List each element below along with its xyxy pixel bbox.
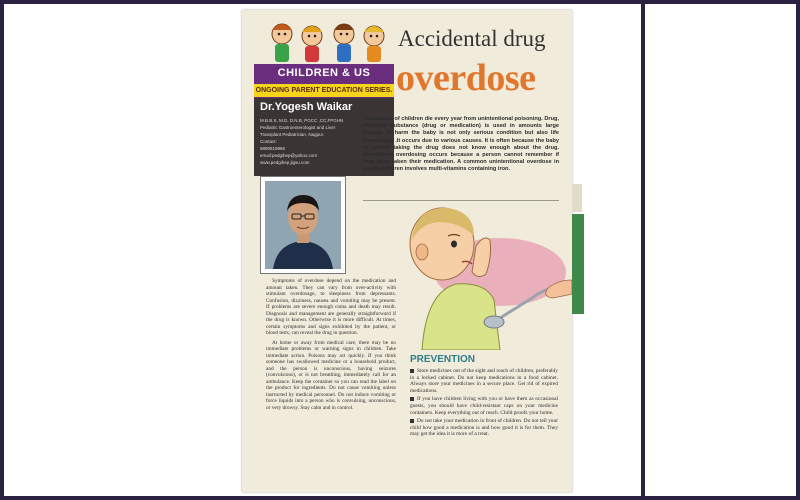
author-email: email:pedgihep@yahoo.com <box>260 153 318 158</box>
intro-paragraph: Thousands of children die every year from unintentional poisoning. Drug, chemical substance (drug or medication) is used in amounts large enough to harm the baby is not only serious condition but also life threatening .It occurs due to various causes. It is often because the baby or parent taking the drug does not know enough about the drug. Sometimes overdosing occurs because a person cannot remember if they have taken their medication. A common unintentional overdose in young children involves multi-vitamins containing iron. <box>363 116 559 173</box>
prevention-item-text: Store medicines out of the sight and reach of children, preferably in a locked cabinet. Do not keep medications in a food cabinet. Always store your medicines in a secure place. Get rid of expired medications. <box>410 368 558 394</box>
body-paragraph-2: At home or away from medical care, there may be no immediate problems or warning signs in children. Take immediate action. Poisons may act quickly. If you think someone has swallowed medicine or a household product, and the person is unconscious, having seizures (convulsions), or is not breathing, immediately call for an ambulance. Keep the container so you can read the label on the product for ingredients. Do not cause vomiting unless instructed by medical personnel. Do not induce vomiting or force liquids into a person who is convulsing, unconscious, or very drowsy. Stay calm and in control. <box>266 339 396 411</box>
author-role-2: Transplant Pediatrician, Nagpur. <box>260 132 325 137</box>
kids-logo-icon <box>266 18 392 68</box>
prevention-list <box>410 368 558 440</box>
image-frame <box>4 4 796 496</box>
person-portrait-icon <box>265 181 341 269</box>
author-credentials: M.B.B.S, M.D, D.N.B, PGCC ,CC,FPGHN <box>260 118 344 123</box>
square-bullet-icon <box>410 397 414 401</box>
series-banner <box>254 64 394 98</box>
author-photo <box>260 176 346 274</box>
series-title: CHILDREN & US <box>277 67 371 79</box>
newspaper-clipping <box>242 10 572 492</box>
author-photo-image <box>265 181 341 269</box>
prevention-item-text: If you have children living with you or have them as occasional guests, you should have child-resistant caps on your medicine containers. Keep everything out of reach. Child proofs your home. <box>410 396 558 416</box>
body-paragraph-1: Symptoms of overdose depend on the medication and amount taken. They can vary from over-activity with stimulant overdosage, to sleepiness from depressants. Confusion, dizziness, nausea and vomiting may be present. If problems are severe enough coma and death may result. Diagnosis and management are generally straightforward if the drug is known. Otherwise it is more difficult. At times, certain symptoms and signs exhibited by the patient, or blood tests, can reveal the drug in question. <box>266 278 396 336</box>
prevention-item-text: Do not take your medication in front of children. Do not tell your child how good a medication is and how good it is for them. They may get the idea it is more of a treat. <box>410 418 558 438</box>
author-phone: 9890519966 <box>260 146 286 151</box>
headline-line-2: overdose <box>396 57 536 99</box>
adjacent-green-column <box>572 214 584 314</box>
prevention-item <box>410 418 558 438</box>
frame-divider <box>641 4 645 496</box>
author-name: Dr.Yogesh Waikar <box>260 101 353 113</box>
author-role-1: Pediatric Gastroenterologist and Liver <box>260 125 336 130</box>
adjacent-page-edge <box>572 184 582 212</box>
prevention-item <box>410 368 558 394</box>
author-website: www.pedgihep.jigsu.com <box>260 160 310 165</box>
prevention-item <box>410 396 558 416</box>
headline-line-1: Accidental drug <box>398 26 546 51</box>
article-body <box>266 278 396 414</box>
child-medicine-illustration-icon <box>382 200 572 350</box>
square-bullet-icon <box>410 419 414 423</box>
author-contact-label: Contact: <box>260 139 277 144</box>
series-subtitle: ONGOING PARENT EDUCATION SERIES. <box>254 84 394 97</box>
prevention-heading: PREVENTION <box>410 354 476 365</box>
square-bullet-icon <box>410 369 414 373</box>
